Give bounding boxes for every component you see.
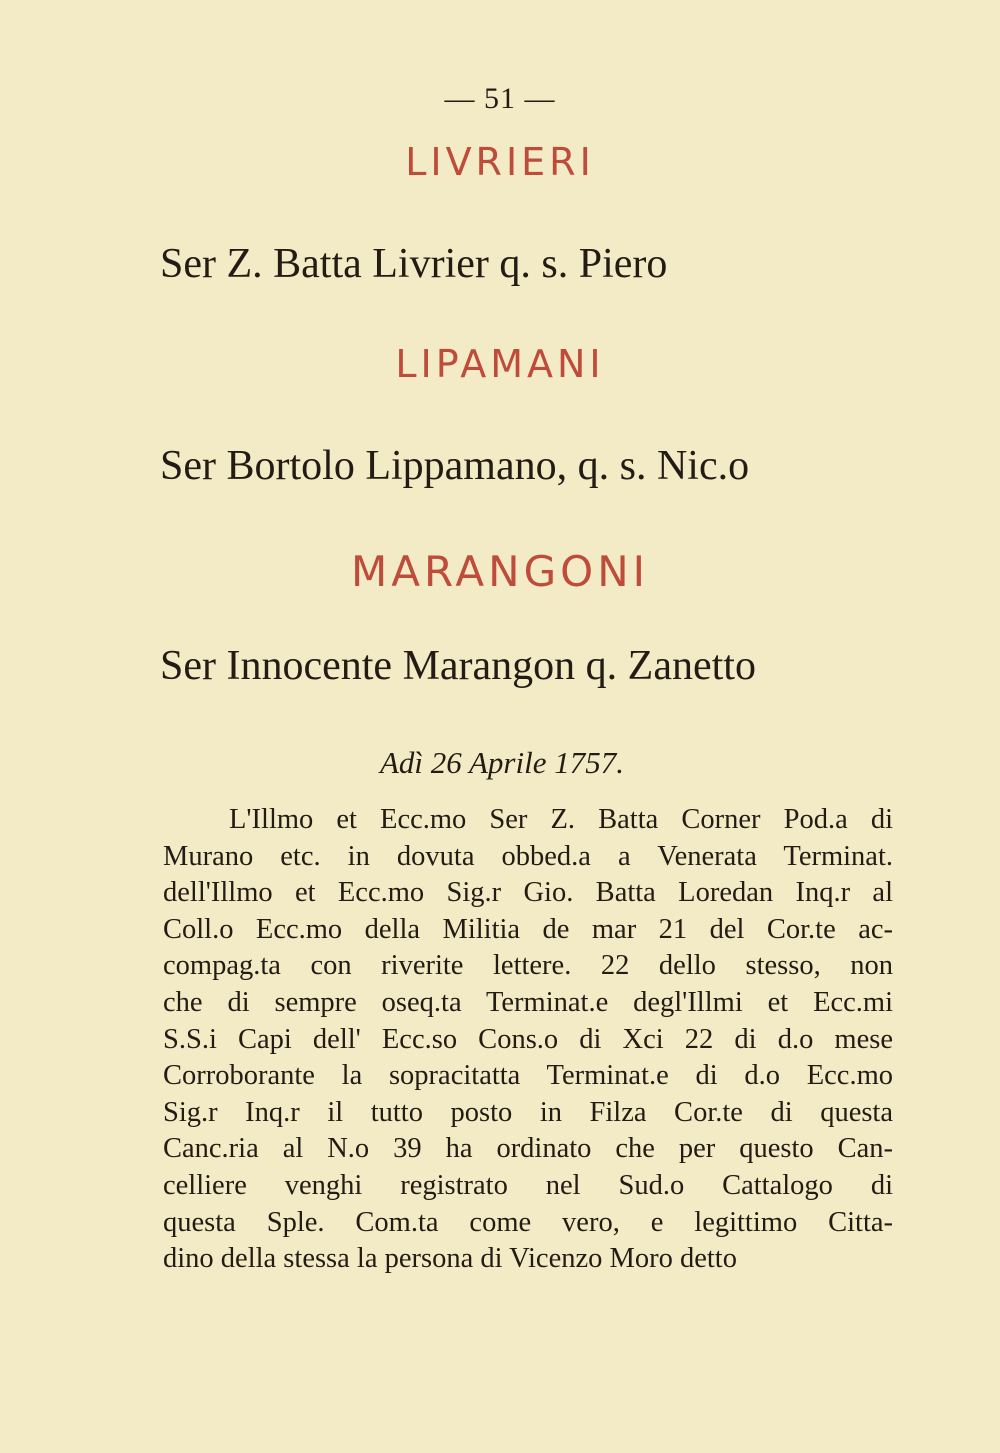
date-line: Adì 26 Aprile 1757. [380,745,624,780]
paragraph-line: dino della stessa la persona di Vicenzo Moro detto [163,1243,737,1275]
section-heading-livrieri: LIVRIERI [405,140,595,184]
paragraph-line: che di sempre oseq.ta Terminat.e degl'Illmi et Ecc.mi [163,986,893,1018]
entry-lippamano: Ser Bortolo Lippamano, q. s. Nic.o [160,443,750,489]
paragraph-line: Murano etc. in dovuta obbed.a a Venerata Terminat. [163,840,893,872]
paragraph-line: compag.ta con riverite lettere. 22 dello stesso, non [163,950,893,982]
section-heading-lipamani: LIPAMANI [395,342,605,386]
paragraph-line: S.S.i Capi dell' Ecc.so Cons.o di Xci 22 di d.o mese [163,1023,893,1055]
page-number: — 51 — [444,82,556,115]
entry-livrier: Ser Z. Batta Livrier q. s. Piero [160,241,668,287]
entry-marangon: Ser Innocente Marangon q. Zanetto [160,643,756,689]
paragraph-line: dell'Illmo et Ecc.mo Sig.r Gio. Batta Loredan Inq.r al [163,877,893,909]
paragraph-line: questa Sple. Com.ta come vero, e legittimo Citta- [163,1206,893,1238]
section-heading-marangoni: MARANGONI [350,547,649,596]
paragraph-line: Sig.r Inq.r il tutto posto in Filza Cor.te di questa [163,1096,893,1128]
paragraph-line: Corroborante la sopracitatta Terminat.e di d.o Ecc.mo [163,1060,893,1092]
paragraph-line: L'Illmo et Ecc.mo Ser Z. Batta Corner Pod.a di [229,804,893,835]
paragraph-line: Coll.o Ecc.mo della Militia de mar 21 del Cor.te ac- [163,913,893,945]
paragraph-line: Canc.ria al N.o 39 ha ordinato che per questo Can- [163,1133,893,1165]
body-paragraph [163,802,893,1278]
paragraph-line: celliere venghi registrato nel Sud.o Cattalogo di [163,1169,893,1201]
